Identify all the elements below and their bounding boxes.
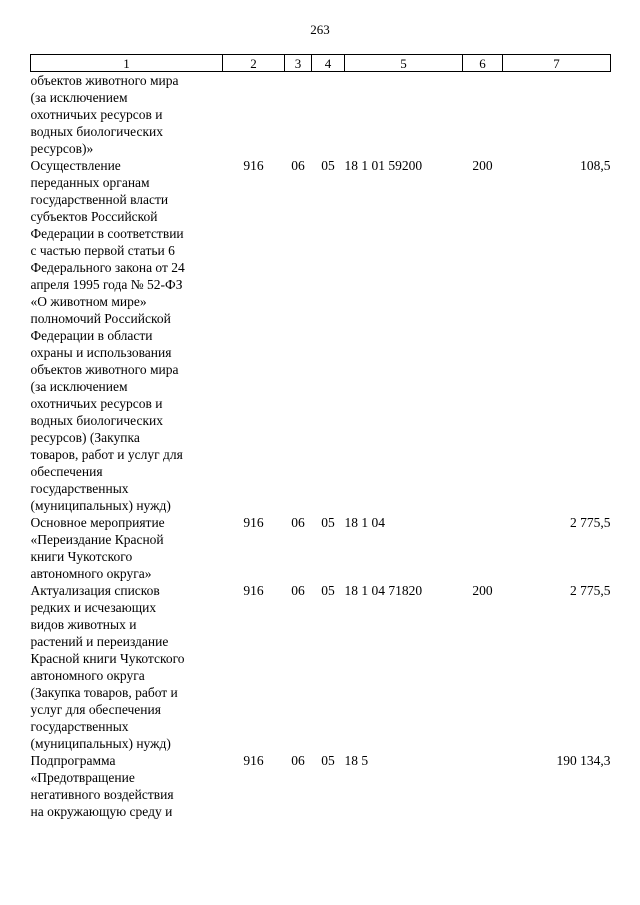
table-row xyxy=(31,157,611,514)
item-name-line: переданных органам xyxy=(30,175,150,190)
item-name-line: государственной власти xyxy=(30,192,169,207)
column-header-5: 5 xyxy=(345,55,463,72)
item-name-line: (муниципальных) нужд) xyxy=(30,498,171,513)
code-cell: 916 xyxy=(243,753,264,768)
item-name-cell xyxy=(31,582,223,752)
item-name-cell xyxy=(31,72,223,158)
item-name-line: водных биологических xyxy=(30,124,163,139)
expense-type-cell: 200 xyxy=(472,158,493,173)
target-article-cell xyxy=(345,72,463,158)
table-body xyxy=(31,72,611,821)
item-name-line: видов животных и xyxy=(30,617,137,632)
subsection-cell: 05 xyxy=(321,515,335,530)
amount-cell: 2 775,5 xyxy=(570,515,611,530)
item-name-line: «Переиздание Красной xyxy=(30,532,164,547)
item-name-line: книги Чукотского xyxy=(30,549,133,564)
item-name-line: редких и исчезающих xyxy=(30,600,157,615)
item-name-line: (муниципальных) нужд) xyxy=(30,736,171,751)
column-header-2: 2 xyxy=(223,55,285,72)
item-name-line: «Предотвращение xyxy=(30,770,135,785)
subsection-cell: 05 xyxy=(321,583,335,598)
item-name-line: автономного округа» xyxy=(30,566,152,581)
section-cell: 06 xyxy=(291,158,305,173)
column-number-row xyxy=(31,55,611,72)
code-cell: 916 xyxy=(243,583,264,598)
item-name-line: обеспечения xyxy=(30,464,103,479)
column-header-6: 6 xyxy=(463,55,503,72)
code-cell: 916 xyxy=(243,158,264,173)
amount-cell: 190 134,3 xyxy=(556,753,611,768)
item-name-line: Федерального закона от 24 xyxy=(30,260,185,275)
item-name-line: государственных xyxy=(30,481,129,496)
item-name-line: охотничьих ресурсов и xyxy=(30,107,163,122)
section-cell: 06 xyxy=(291,753,305,768)
item-name-line: ресурсов)» xyxy=(30,141,94,156)
item-name-line: растений и переиздание xyxy=(30,634,169,649)
amount-cell: 2 775,5 xyxy=(570,583,611,598)
item-name-cell xyxy=(31,157,223,514)
item-name-line: на окружающую среду и xyxy=(30,804,173,819)
item-name-line: Федерации в соответствии xyxy=(30,226,184,241)
item-name-line: охраны и использования xyxy=(30,345,172,360)
subsection-cell: 05 xyxy=(321,158,335,173)
item-name-line: охотничьих ресурсов и xyxy=(30,396,163,411)
expense-type-cell xyxy=(463,72,503,158)
item-name-line: полномочий Российской xyxy=(30,311,171,326)
item-name-line: Подпрограмма xyxy=(30,753,116,768)
table-row xyxy=(31,582,611,752)
item-name-line: (за исключением xyxy=(30,90,128,105)
table-row xyxy=(31,752,611,820)
expense-type-cell: 200 xyxy=(472,583,493,598)
page-number: 263 xyxy=(310,22,330,37)
target-article-cell: 18 1 04 71820 xyxy=(344,583,423,598)
subsection-cell: 05 xyxy=(321,753,335,768)
section-cell: 06 xyxy=(291,515,305,530)
item-name-line: «О животном мире» xyxy=(30,294,147,309)
item-name-line: Актуализация списков xyxy=(30,583,160,598)
section-cell xyxy=(285,72,312,158)
item-name-line: услуг для обеспечения xyxy=(30,702,161,717)
amount-cell: 108,5 xyxy=(580,158,611,173)
amount-cell xyxy=(503,72,611,158)
item-name-line: объектов животного мира xyxy=(30,362,179,377)
item-name-line: Основное мероприятие xyxy=(30,515,165,530)
target-article-cell: 18 1 04 xyxy=(344,515,385,530)
item-name-line: Федерации в области xyxy=(30,328,153,343)
budget-table xyxy=(30,54,611,820)
item-name-line: ресурсов) (Закупка xyxy=(30,430,140,445)
table-row xyxy=(31,72,611,158)
table-row xyxy=(31,514,611,582)
section-cell: 06 xyxy=(291,583,305,598)
column-header-3: 3 xyxy=(285,55,312,72)
item-name-line: товаров, работ и услуг для xyxy=(30,447,183,462)
item-name-line: субъектов Российской xyxy=(30,209,158,224)
item-name-line: государственных xyxy=(30,719,129,734)
expense-type-cell xyxy=(463,752,503,820)
item-name-line: Красной книги Чукотского xyxy=(30,651,185,666)
code-cell: 916 xyxy=(243,515,264,530)
subsection-cell xyxy=(312,72,345,158)
item-name-line: (Закупка товаров, работ и xyxy=(30,685,178,700)
item-name-line: апреля 1995 года № 52-ФЗ xyxy=(30,277,183,292)
item-name-line: объектов животного мира xyxy=(30,73,179,88)
item-name-cell xyxy=(31,514,223,582)
item-name-line: негативного воздействия xyxy=(30,787,174,802)
item-name-line: водных биологических xyxy=(30,413,163,428)
item-name-cell xyxy=(31,752,223,820)
item-name-line: с частью первой статьи 6 xyxy=(30,243,175,258)
column-header-4: 4 xyxy=(312,55,345,72)
column-header-1: 1 xyxy=(31,55,223,72)
column-header-7: 7 xyxy=(503,55,611,72)
item-name-line: (за исключением xyxy=(30,379,128,394)
item-name-line: Осуществление xyxy=(30,158,121,173)
target-article-cell: 18 1 01 59200 xyxy=(344,158,423,173)
target-article-cell: 18 5 xyxy=(344,753,369,768)
expense-type-cell xyxy=(463,514,503,582)
code-cell xyxy=(223,72,285,158)
item-name-line: автономного округа xyxy=(30,668,145,683)
